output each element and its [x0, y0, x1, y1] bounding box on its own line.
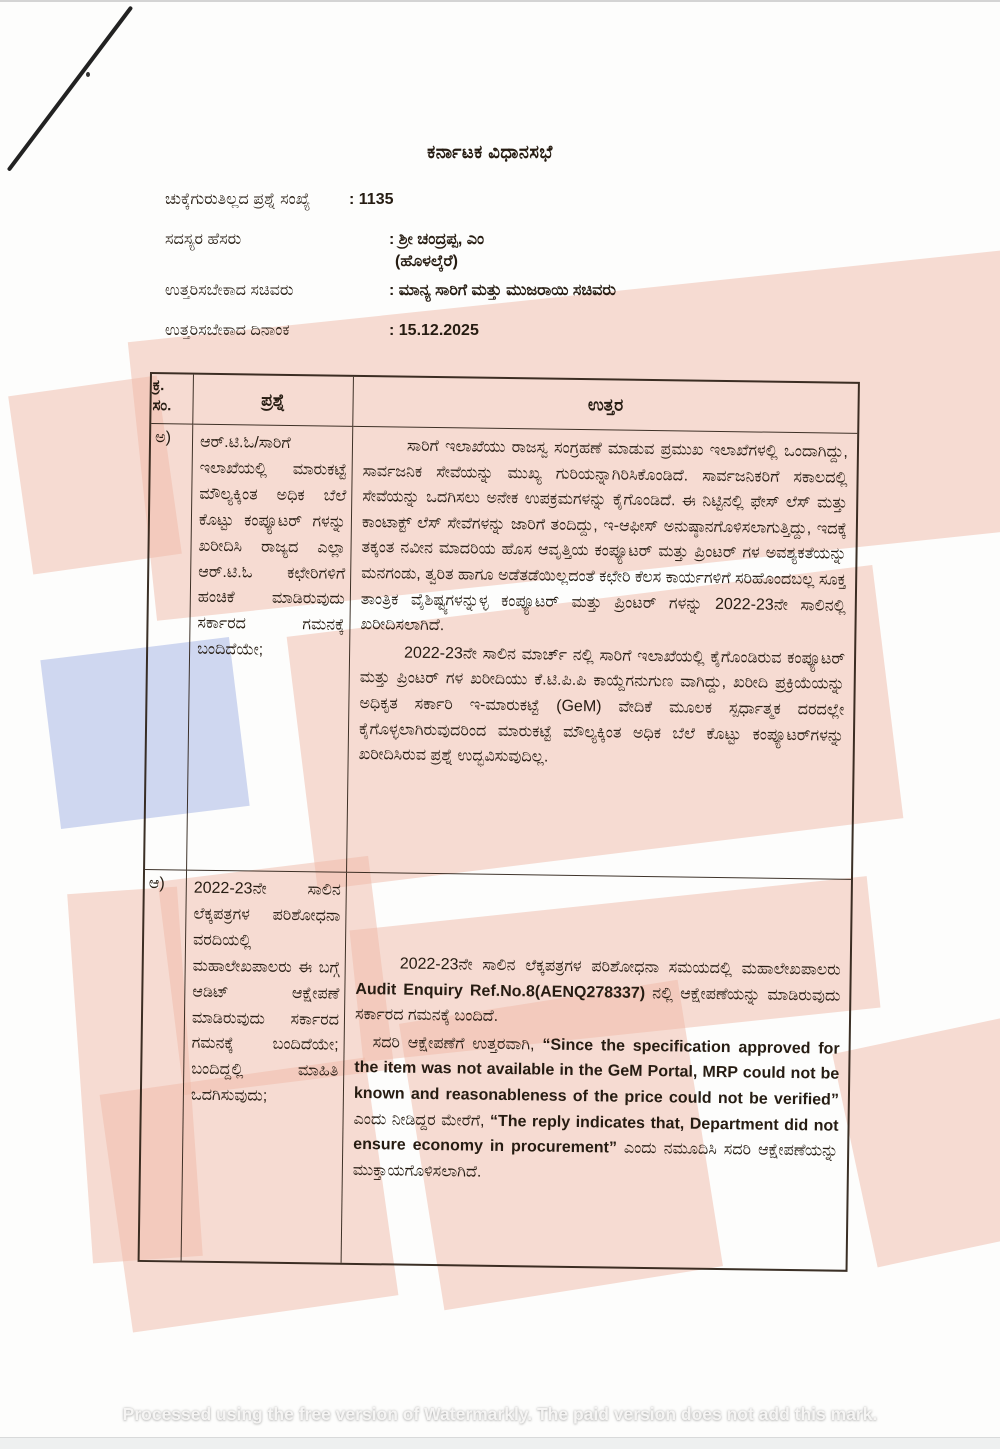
question-answer-table	[138, 372, 860, 1272]
field-member-constituency: (ಹೊಳಲ್ಕೆರೆ)	[395, 253, 458, 270]
watermarkly-footer-text: Processed using the free version of Watermarkly. The paid version does not add this mark.	[122, 1404, 878, 1424]
field-member-name	[165, 231, 241, 249]
table-row-a	[145, 424, 857, 880]
field-label: ಸದಸ್ಯರ ಹೆಸರು	[165, 231, 242, 248]
bottom-edge-strip	[0, 1437, 1000, 1449]
header-question: ಪ್ರಶ್ನೆ	[193, 375, 354, 427]
answer-paragraph: 2022-23ನೇ ಸಾಲಿನ ಮಾರ್ಚ್ ನಲ್ಲಿ ಸಾರಿಗೆ ಇಲಾಖೆಯಲ್ಲಿ ಕೈಗೊಂಡಿರುವ ಕಂಪ್ಯೂಟರ್ ಮತ್ತು ಪ್ರಿಂಟರ್ ಗಳ ಖರೀದಿಯು ಕೆ.ಟಿ.ಪಿ.ಪಿ ಕಾಯ್ದೆಗನುಗುಣ ವಾಗಿದ್ದು, ಖರೀದಿ ಪ್ರಕ್ರಿಯೆಯನ್ನು ಅಧಿಕೃತ ಸರ್ಕಾರಿ ಇ-ಮಾರುಕಟ್ಟೆ (GeM) ವೇದಿಕೆ ಮೂಲಕ ಸ್ಪರ್ಧಾತ್ಮಕ ದರದಲ್ಲೇ ಕೈಗೊಳ್ಳಲಾಗಿರುವುದರಿಂದ ಮಾರುಕಟ್ಟೆ ಮೌಲ್ಯಕ್ಕಿಂತ ಅಧಿಕ ಬೆಲೆ ಕೊಟ್ಟು ಕಂಪ್ಯೂಟರ್‌ಗಳನ್ನು ಖರೀದಿಸಿರುವ ಪ್ರಶ್ನೆ ಉದ್ಭವಿಸುವುದಿಲ್ಲ.	[358, 644, 846, 766]
field-answering-minister-value: : ಮಾನ್ಯ ಸಾರಿಗೆ ಮತ್ತು ಮುಜರಾಯಿ ಸಚಿವರು	[389, 282, 616, 299]
header-sl-no	[151, 374, 194, 425]
question-cell: 2022-23ನೇ ಸಾಲಿನ ಲೆಕ್ಕಪತ್ರಗಳ ಪರಿಶೋಧನಾ ವರದಿಯಲ್ಲಿ ಮಹಾಲೇಖಪಾಲರು ಈ ಬಗ್ಗೆ ಆಡಿಟ್ ಆಕ್ಷೇಪಣೆ ಮಾಡಿರುವುದು ಸರ್ಕಾರದ ಗಮನಕ್ಕೆ ಬಂದಿದೆಯೇ; ಬಂದಿದ್ದಲ್ಲಿ ಮಾಹಿತಿ ಒದಗಿಸುವುದು;	[182, 871, 347, 1263]
field-answer-date	[165, 322, 290, 340]
row-marker: ಅ)	[145, 424, 193, 871]
answer-segment-bold: “Since the specification approved for the item was not available in the GeM Portal, MRP could not be known and reasonableness of the price could not be verified”	[353, 1036, 840, 1109]
header-answer: ಉತ್ತರ	[353, 377, 858, 434]
answer-segment: ಎಂದು ನಮೂದಿಸಿ ಸದರಿ ಆಕ್ಷೇಪಣೆಯನ್ನು ಮುಕ್ತಾಯಗೊಳಿಸಲಾಗಿದೆ.	[352, 1139, 839, 1181]
answer-paragraph	[355, 951, 841, 1035]
answer-paragraph: ಸಾರಿಗೆ ಇಲಾಖೆಯು ರಾಜಸ್ವ ಸಂಗ್ರಹಣೆ ಮಾಡುವ ಪ್ರಮುಖ ಇಲಾಖೆಗಳಲ್ಲಿ ಒಂದಾಗಿದ್ದು, ಸಾರ್ವಜನಿಕ ಸೇವೆಯನ್ನು ಮುಖ್ಯ ಗುರಿಯನ್ನಾಗಿರಿಸಿಕೊಂಡಿದೆ. ಸಾರ್ವಜನಿಕರಿಗೆ ಸಕಾಲದಲ್ಲಿ ಸೇವೆಯನ್ನು ಒದಗಿಸಲು ಅನೇಕ ಉಪಕ್ರಮಗಳನ್ನು ಕೈಗೊಂಡಿದೆ. ಈ ನಿಟ್ಟಿನಲ್ಲಿ ಫೇಸ್ ಲೆಸ್ ಮತ್ತು ಕಾಂಟಾಕ್ಟ್ ಲೆಸ್ ಸೇವೆಗಳನ್ನು ಜಾರಿಗೆ ತಂದಿದ್ದು, ಇ-ಆಫೀಸ್ ಅನುಷ್ಠಾನಗೊಳಿಸಲಾಗುತ್ತಿದ್ದು, ಇದಕ್ಕೆ ತಕ್ಕಂತ ನವೀನ ಮಾದರಿಯ ಹೊಸ ಆವೃತ್ತಿಯ ಕಂಪ್ಯೂಟರ್ ಮತ್ತು ಪ್ರಿಂಟರ್ ಗಳ ಅವಶ್ಯಕತೆಯನ್ನು ಮನಗಂಡು, ತ್ವರಿತ ಹಾಗೂ ಅಡೆತಡೆಯಿಲ್ಲದಂತೆ ಕಛೇರಿ ಕೆಲಸ ಕಾರ್ಯಗಳಿಗೆ ಸರಿಹೊಂದಬಲ್ಲ ಸೂಕ್ತ ತಾಂತ್ರಿಕ ವೈಶಿಷ್ಟ್ಯಗಳನ್ನುಳ್ಳ ಕಂಪ್ಯೂಟರ್ ಮತ್ತು ಪ್ರಿಂಟರ್ ಗಳನ್ನು 2022-23ನೇ ಸಾಲಿನಲ್ಲಿ ಖರೀದಿಸಲಾಗಿದೆ.	[360, 437, 849, 635]
answer-segment: 2022-23ನೇ ಸಾಲಿನ ಲೆಕ್ಕಪತ್ರಗಳ ಪರಿಶೋಧನಾ ಸಮಯದಲ್ಲಿ ಮಹಾಲೇಖಪಾಲರು	[399, 955, 841, 979]
pen-dot-mark	[86, 72, 90, 77]
answer-paragraph	[353, 1030, 840, 1190]
scan-top-edge	[0, 0, 1000, 2]
answer-cell	[347, 427, 857, 880]
field-label: ಉತ್ತರಿಸಬೇಕಾದ ದಿನಾಂಕ	[165, 322, 290, 339]
header-sl-no-line2: ಸಂ.	[152, 397, 172, 415]
answer-segment: ನಲ್ಲಿ ಆಕ್ಷೇಪಣೆಯನ್ನು ಮಾಡಿರುವುದು ಸರ್ಕಾರದ ಗಮನಕ್ಕೆ ಬಂದಿದೆ.	[354, 984, 841, 1026]
watermark-shape	[832, 1017, 1000, 1268]
field-answering-minister	[165, 282, 293, 300]
question-cell: ಆರ್.ಟಿ.ಓ/ಸಾರಿಗೆ ಇಲಾಖೆಯಲ್ಲಿ ಮಾರುಕಟ್ಟೆ ಮೌಲ್ಯಕ್ಕಿಂತ ಅಧಿಕ ಬೆಲೆ ಕೊಟ್ಟು ಕಂಪ್ಯೂಟರ್ ಗಳನ್ನು ಖರೀದಿಸಿ ರಾಜ್ಯದ ಎಲ್ಲಾ ಆರ್.ಟಿ.ಓ ಕಛೇರಿಗಳಿಗೆ ಹಂಚಿಕೆ ಮಾಡಿರುವುದು ಸರ್ಕಾರದ ಗಮನಕ್ಕೆ ಬಂದಿದೆಯೇ;	[187, 425, 353, 873]
page-title: ಕರ್ನಾಟಕ ವಿಧಾನಸಭೆ	[427, 142, 553, 162]
answer-segment-bold: Audit Enquiry Ref.No.8(AENQ278337)	[355, 980, 646, 1002]
header-sl-no-line1: ಕ್ರ.	[152, 377, 165, 395]
field-question-number	[165, 191, 310, 209]
table-row-aa	[140, 870, 851, 1270]
field-member-name-value: : ಶ್ರೀ ಚಂದ್ರಪ್ಪ, ಎಂ	[389, 231, 485, 248]
answer-segment: ಸದರಿ ಆಕ್ಷೇಪಣೆಗೆ ಉತ್ತರವಾಗಿ,	[372, 1033, 543, 1054]
row-marker: ಆ)	[140, 870, 187, 1261]
field-question-number-value: : 1135	[349, 191, 394, 208]
answer-segment: ಎಂದು ನೀಡಿದ್ದರ ಮೇರೆಗೆ,	[353, 1110, 491, 1130]
field-answer-date-value: : 15.12.2025	[389, 322, 479, 339]
field-label: ಚುಕ್ಕೆಗುರುತಿಲ್ಲದ ಪ್ರಶ್ನೆ ಸಂಖ್ಯೆ	[165, 191, 311, 208]
field-label: ಉತ್ತರಿಸಬೇಕಾದ ಸಚಿವರು	[165, 282, 294, 299]
answer-cell	[342, 873, 851, 1270]
answer-segment-bold: “The reply indicates that, Department did not ensure economy in procurement”	[353, 1112, 839, 1157]
